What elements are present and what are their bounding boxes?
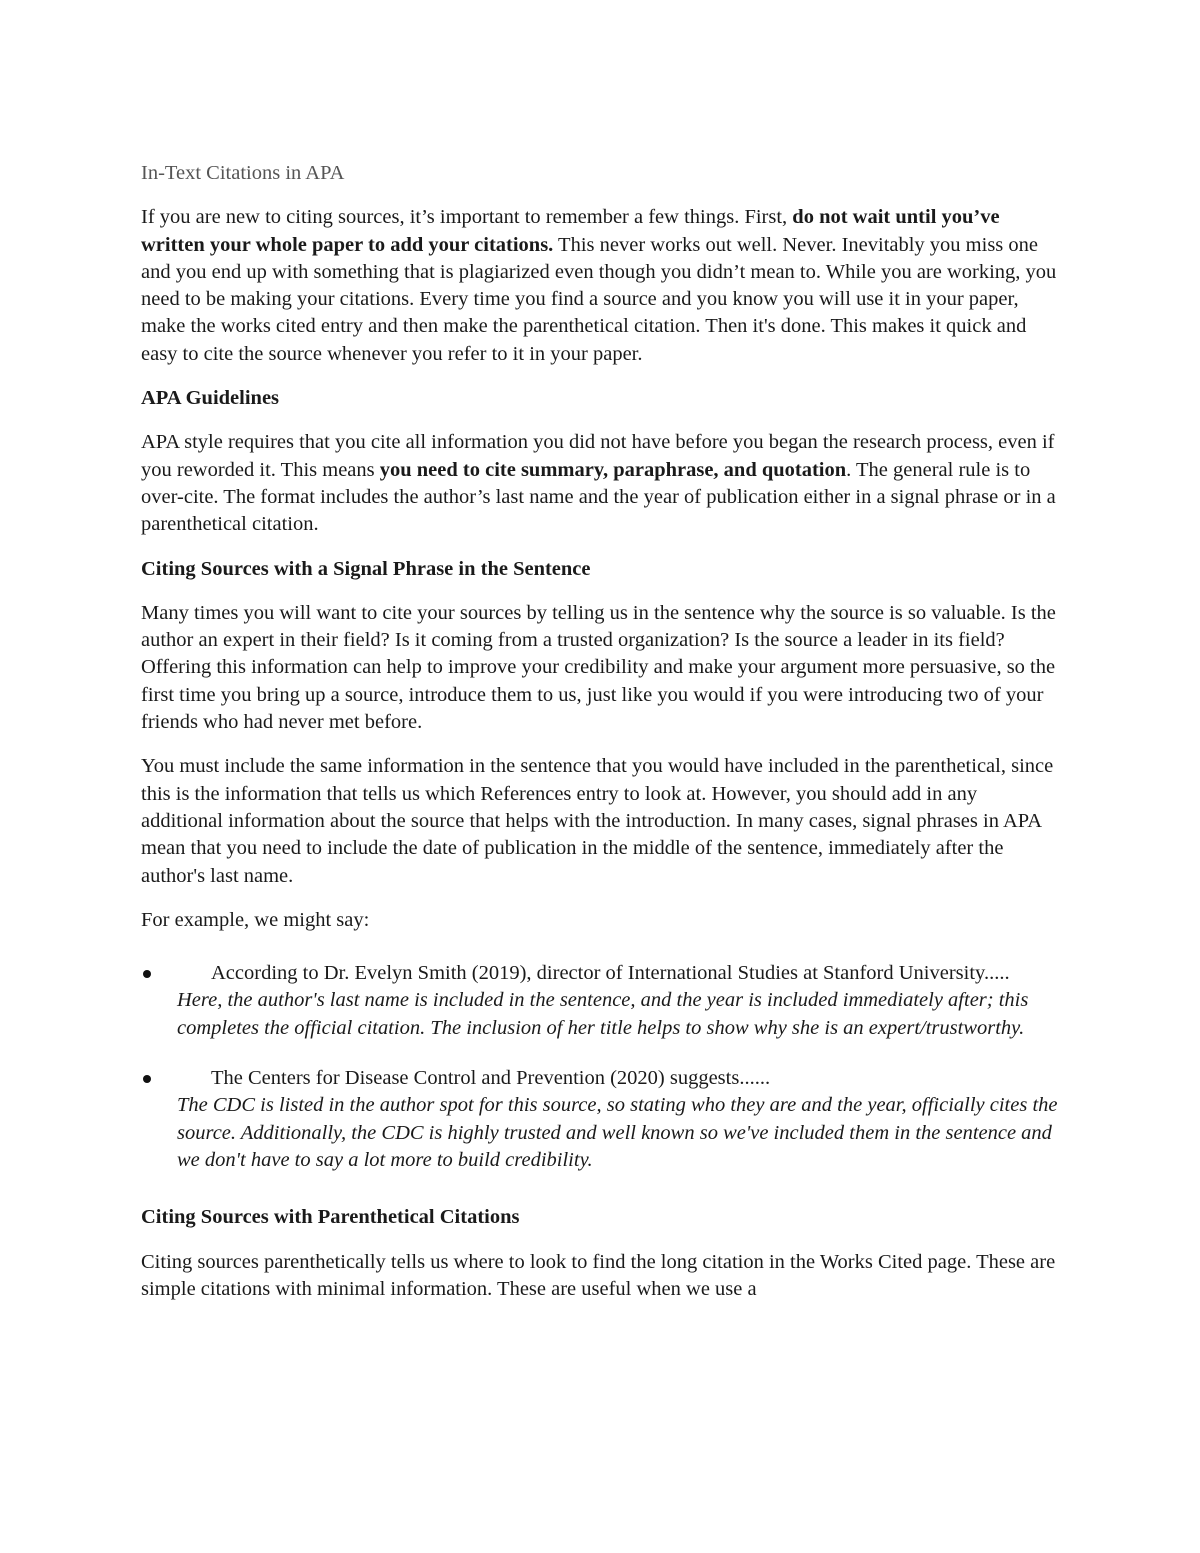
parenthetical-paragraph: Citing sources parenthetically tells us where to look to find the long citation in the Works Cited page. These are simple citations with minimal information. These are useful when we use a (141, 1250, 1056, 1300)
example-text: The Centers for Disease Control and Prevention (2020) suggests...... (211, 1067, 771, 1090)
parenthetical-heading: Citing Sources with Parenthetical Citations (141, 1206, 520, 1229)
example-note: Here, the author's last name is included in the sentence, and the year is included immediately after; this completes the official citation. The inclusion of her title helps to show why she is an expert/trustworthy. (177, 989, 1029, 1039)
bullet-icon (143, 970, 151, 978)
intro-text-2: This never works out well. Never. Inevitably you miss one and you end up with something that is plagiarized even though you didn’t mean to. While you are working, you need to be making your citations. Every time you find a source and you know you will use it in your paper, make the works cited entry and then make the parenthetical citation. Then it's done. This makes it quick and easy to cite the source whenever you refer to it in your paper. (141, 233, 1057, 365)
list-item (141, 960, 1061, 1042)
signal-phrase-paragraph-1: Many times you will want to cite your sources by telling us in the sentence why the source is so valuable. Is the author an expert in their field? Is it coming from a trusted organization? Is the source a leader in its field? Offering this information can help to improve your credibility and make your argument more persuasive, so the first time you bring up a source, introduce them to us, just like you would if you were introducing two of your friends who had never met before. (141, 601, 1056, 734)
list-item (141, 1065, 1061, 1174)
apa-guidelines-text-1: APA style requires that you cite all information you did not have before you began the research process, even if you reworded it. This means (141, 431, 1055, 481)
example-note: The CDC is listed in the author spot for this source, so stating who they are and the year, officially cites the source. Additionally, the CDC is highly trusted and well known so we've included them in the sentence and we don't have to say a lot more to build credibility. (177, 1094, 1058, 1171)
document-page (141, 160, 1061, 1320)
apa-guidelines-text-2: . The general rule is to over-cite. The format includes the author’s last name and the year of publication either in a signal phrase or in a parenthetical citation. (141, 458, 1056, 536)
apa-guidelines-heading: APA Guidelines (141, 387, 280, 410)
bullet-icon (143, 1075, 151, 1083)
example-list (141, 960, 1061, 1174)
intro-text-1: If you are new to citing sources, it’s important to remember a few things. First, (141, 206, 793, 229)
document-title: In-Text Citations in APA (141, 162, 345, 184)
apa-guidelines-bold-text: you need to cite summary, paraphrase, and quotation (379, 458, 847, 481)
intro-paragraph (141, 204, 1061, 368)
intro-bold-text: do not wait until you’ve written your whole paper to add your citations. (141, 206, 1000, 256)
example-text: According to Dr. Evelyn Smith (2019), director of International Studies at Stanford University..... (211, 962, 1010, 985)
example-intro: For example, we might say: (141, 908, 370, 931)
apa-guidelines-paragraph (141, 429, 1061, 538)
signal-phrase-paragraph-2: You must include the same information in the sentence that you would have included in the parenthetical, since this is the information that tells us which References entry to look at. However, you should add in any additional information about the source that helps with the introduction. In many cases, signal phrases in APA mean that you need to include the date of publication in the middle of the sentence, immediately after the author's last name. (141, 755, 1054, 887)
signal-phrase-heading: Citing Sources with a Signal Phrase in the Sentence (141, 557, 591, 580)
